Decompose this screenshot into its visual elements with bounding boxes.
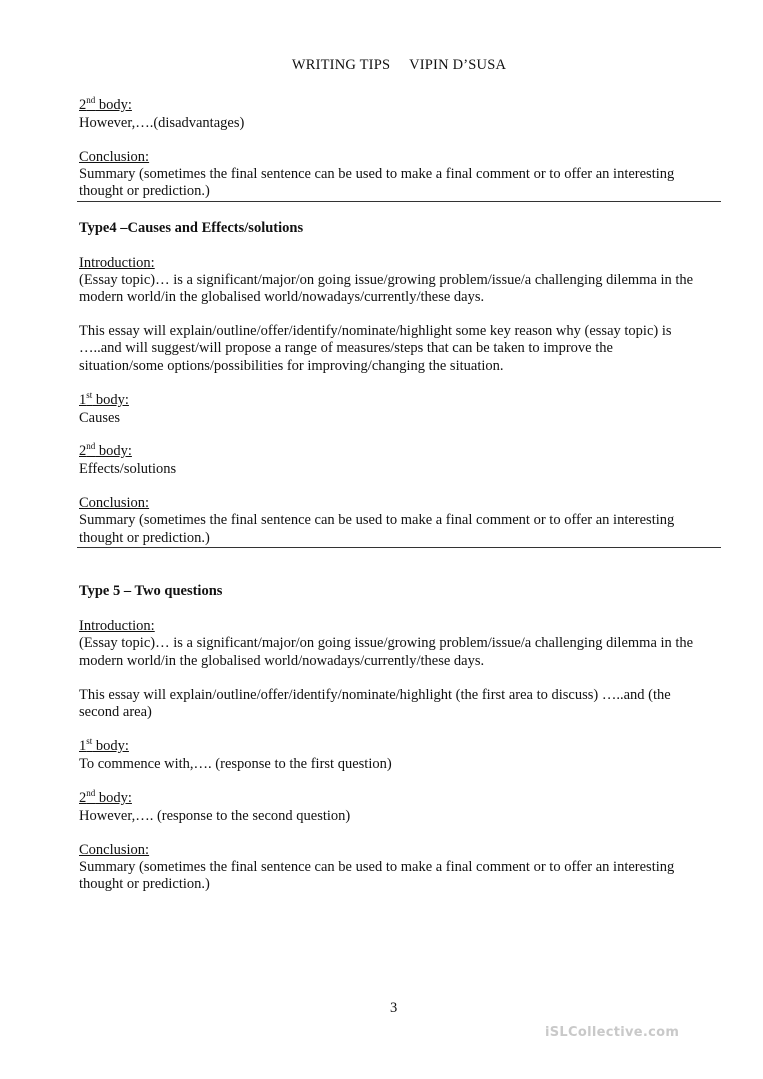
conclusion-line-2: thought or prediction.) xyxy=(79,530,210,546)
body-1-heading xyxy=(79,392,723,410)
watermark-logo: iSLCollective.com xyxy=(545,1025,680,1040)
ordinal-suffix: st xyxy=(86,736,93,747)
section-title-type5: Type 5 – Two questions xyxy=(79,583,223,599)
body-label: body: xyxy=(95,790,132,806)
thesis-line-2: second area) xyxy=(79,704,152,720)
conclusion-line-1: Summary (sometimes the final sentence can be used to make a final comment or to offer an interesting xyxy=(79,166,675,182)
conclusion-heading: Conclusion: xyxy=(79,149,150,165)
body-2-text: However,….(disadvantages) xyxy=(79,115,245,131)
conclusion-heading: Conclusion: xyxy=(79,842,150,858)
introduction-line-1: (Essay topic)… is a significant/major/on going issue/growing problem/issue/a challenging dilemma in the xyxy=(79,272,694,288)
conclusion-line-1: Summary (sometimes the final sentence can be used to make a final comment or to offer an interesting xyxy=(79,859,675,875)
body-label: body: xyxy=(92,738,129,754)
body-2-text: Effects/solutions xyxy=(79,461,177,477)
introduction-line-2: modern world/in the globalised world/nowadays/currently/these days. xyxy=(79,289,485,305)
ordinal-suffix: nd xyxy=(86,441,96,452)
body-number: 2 xyxy=(79,97,87,113)
ordinal-suffix: st xyxy=(86,390,93,401)
body-number: 2 xyxy=(79,443,87,459)
thesis-line-2: …..and will suggest/will propose a range of measures/steps that can be taken to improve the xyxy=(79,340,613,356)
body-label: body: xyxy=(92,392,129,408)
introduction-heading: Introduction: xyxy=(79,255,155,271)
ordinal-suffix: nd xyxy=(86,788,96,799)
section-divider xyxy=(77,547,721,548)
ordinal-suffix: nd xyxy=(86,95,96,106)
body-2-heading xyxy=(79,790,723,808)
thesis-line-3: situation/some options/possibilities for improving/changing the situation. xyxy=(79,358,504,374)
introduction-line-2: modern world/in the globalised world/nowadays/currently/these days. xyxy=(79,653,485,669)
thesis-line-1: This essay will explain/outline/offer/identify/nominate/highlight some key reason why (essay topic) is xyxy=(79,323,672,339)
conclusion-line-2: thought or prediction.) xyxy=(79,183,210,199)
section-divider xyxy=(77,201,721,202)
conclusion-heading: Conclusion: xyxy=(79,495,150,511)
page-header: WRITING TIPS VIPIN D’SUSA xyxy=(291,57,507,73)
body-label: body: xyxy=(95,443,132,459)
conclusion-line-2: thought or prediction.) xyxy=(79,876,210,892)
body-1-heading xyxy=(79,738,723,756)
body-number: 1 xyxy=(79,392,87,408)
body-1-text: To commence with,…. (response to the first question) xyxy=(79,756,392,772)
body-2-text: However,…. (response to the second question) xyxy=(79,808,351,824)
page-number: 3 xyxy=(390,1000,398,1016)
body-2-heading xyxy=(79,443,723,461)
body-number: 2 xyxy=(79,790,87,806)
body-1-text: Causes xyxy=(79,410,121,426)
conclusion-line-1: Summary (sometimes the final sentence can be used to make a final comment or to offer an interesting xyxy=(79,512,675,528)
section-title-type4: Type4 –Causes and Effects/solutions xyxy=(79,220,304,236)
body-label: body: xyxy=(95,97,132,113)
body-number: 1 xyxy=(79,738,87,754)
body-2-heading xyxy=(79,97,723,115)
introduction-heading: Introduction: xyxy=(79,618,155,634)
thesis-line-1: This essay will explain/outline/offer/identify/nominate/highlight (the first area to discuss) …..and (the xyxy=(79,687,671,703)
introduction-line-1: (Essay topic)… is a significant/major/on going issue/growing problem/issue/a challenging dilemma in the xyxy=(79,635,694,651)
